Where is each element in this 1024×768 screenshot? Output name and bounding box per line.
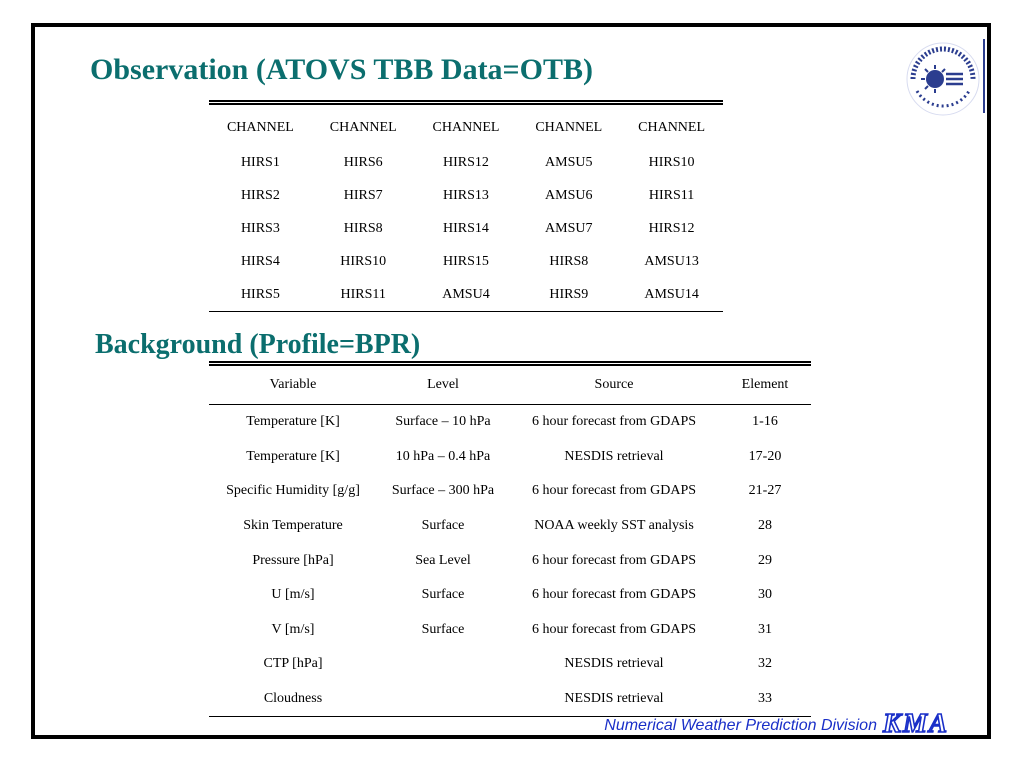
table-cell: HIRS8	[549, 253, 589, 269]
source-cell: NESDIS retrieval	[564, 656, 664, 672]
element-cell: 17-20	[748, 448, 782, 464]
variable-cell: U [m/s]	[271, 587, 315, 603]
source-cell: NOAA weekly SST analysis	[534, 518, 694, 534]
table-row	[209, 578, 811, 613]
header-variable: Variable	[209, 364, 377, 405]
element-cell: 32	[758, 656, 772, 672]
source-cell: 6 hour forecast from GDAPS	[531, 587, 697, 603]
table-cell: HIRS4	[240, 253, 280, 269]
element-cell: 30	[758, 587, 772, 603]
header-source: Source	[509, 364, 719, 405]
table-row	[209, 613, 811, 648]
table-cell: HIRS12	[443, 154, 489, 170]
element-cell: 31	[758, 621, 772, 637]
table-cell: HIRS10	[648, 154, 695, 170]
header-channel: CHANNEL	[329, 119, 397, 135]
source-cell: 6 hour forecast from GDAPS	[531, 621, 697, 637]
element-cell: 33	[758, 691, 772, 707]
source-cell: 6 hour forecast from GDAPS	[531, 552, 697, 568]
table-row	[209, 405, 811, 440]
level-cell: Surface – 10 hPa	[395, 414, 491, 430]
table-cell: HIRS15	[443, 253, 489, 269]
table-row	[209, 278, 723, 312]
footer-division-text: Numerical Weather Prediction Division	[604, 717, 877, 734]
level-cell: 10 hPa – 0.4 hPa	[395, 448, 491, 464]
variable-cell: V [m/s]	[271, 621, 315, 637]
table-cell: HIRS10	[340, 253, 387, 269]
table-row	[209, 245, 723, 278]
table-row	[209, 543, 811, 578]
kma-emblem-icon	[905, 41, 981, 117]
observation-header-row	[209, 103, 723, 147]
variable-cell: CTP [hPa]	[263, 656, 323, 672]
table-cell: HIRS7	[343, 187, 383, 203]
table-cell: HIRS3	[240, 220, 280, 236]
element-cell: 21-27	[748, 483, 782, 499]
source-cell: 6 hour forecast from GDAPS	[531, 483, 697, 499]
observation-title: Observation (ATOVS TBB Data=OTB)	[90, 53, 593, 86]
table-cell: HIRS6	[343, 154, 383, 170]
table-cell: AMSU4	[442, 286, 490, 302]
table-cell: AMSU13	[644, 253, 699, 269]
header-divider	[983, 39, 985, 113]
kma-logo-text: KMA	[882, 708, 949, 738]
variable-cell: Temperature [K]	[246, 414, 340, 430]
header-channel: CHANNEL	[638, 119, 706, 135]
level-cell: Surface	[421, 621, 465, 637]
table-row	[209, 509, 811, 544]
table-row	[209, 146, 723, 179]
table-row	[209, 440, 811, 475]
background-header-row	[209, 364, 811, 405]
element-cell: 28	[758, 518, 772, 534]
header-level: Level	[377, 364, 509, 405]
variable-cell: Skin Temperature	[243, 518, 343, 534]
footer	[604, 710, 949, 737]
table-cell: HIRS11	[340, 286, 386, 302]
table-cell: AMSU7	[545, 220, 593, 236]
table-cell: HIRS9	[549, 286, 589, 302]
element-cell: 29	[758, 552, 772, 568]
table-row	[209, 474, 811, 509]
observation-table	[209, 100, 723, 312]
table-row	[209, 647, 811, 682]
background-title: Background (Profile=BPR)	[95, 329, 421, 360]
header-channel: CHANNEL	[226, 119, 294, 135]
table-cell: AMSU6	[545, 187, 593, 203]
header-channel: CHANNEL	[432, 119, 500, 135]
level-cell	[377, 682, 509, 717]
table-cell: HIRS12	[648, 220, 695, 236]
table-row	[209, 212, 723, 245]
level-cell: Surface – 300 hPa	[391, 483, 495, 499]
table-cell: AMSU14	[644, 286, 699, 302]
header-channel: CHANNEL	[535, 119, 603, 135]
level-cell: Surface	[421, 518, 465, 534]
variable-cell: Specific Humidity [g/g]	[226, 483, 360, 499]
source-cell: NESDIS retrieval	[564, 691, 664, 707]
table-cell: HIRS13	[443, 187, 489, 203]
table-cell: HIRS1	[240, 154, 280, 170]
variable-cell: Cloudness	[263, 691, 323, 707]
variable-cell: Temperature [K]	[246, 448, 340, 464]
table-cell: HIRS11	[648, 187, 695, 203]
table-cell: AMSU5	[545, 154, 593, 170]
background-table	[209, 361, 811, 717]
header-element: Element	[719, 364, 811, 405]
slide-frame	[31, 23, 991, 739]
table-row	[209, 179, 723, 212]
table-cell: HIRS14	[443, 220, 489, 236]
table-cell: HIRS5	[240, 286, 280, 302]
source-cell: NESDIS retrieval	[564, 448, 664, 464]
source-cell: 6 hour forecast from GDAPS	[531, 414, 697, 430]
level-cell: Surface	[421, 587, 465, 603]
variable-cell: Pressure [hPa]	[252, 552, 334, 568]
table-cell: HIRS2	[240, 187, 280, 203]
element-cell: 1-16	[752, 414, 778, 430]
table-cell: HIRS8	[343, 220, 383, 236]
level-cell: Sea Level	[415, 552, 471, 568]
level-cell	[377, 647, 509, 682]
